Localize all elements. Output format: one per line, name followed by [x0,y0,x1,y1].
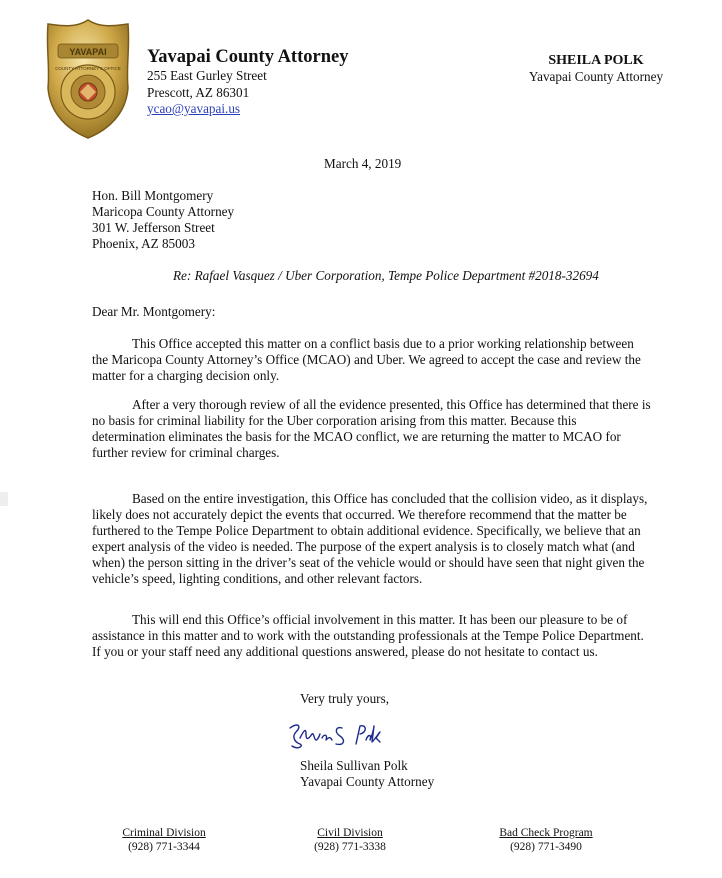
scan-artifact [0,492,8,506]
signature-block [300,758,434,790]
signer-title: Yavapai County Attorney [300,774,435,789]
office-name: Yavapai County Attorney [147,47,349,67]
closing: Very truly yours, [300,691,390,706]
footer-label: Civil Division [317,827,383,839]
footer-civil-division [296,826,404,854]
paragraph-text: This Office accepted this matter on a conflict basis due to a prior working relationship between the Maricopa County Attorney’s Office (MCAO) and Uber. We agreed to accept the case and review the matter for a charging decision only. [92,336,641,383]
body-paragraph [92,336,652,384]
footer-phone: (928) 771-3338 [314,841,386,853]
paragraph-text: This will end this Office’s official involvement in this matter. It has been our pleasure to be of assistance in this matter and to work with the outstanding professionals at the Tempe Police Department. If you or your staff need any additional questions answered, please do not hesitate to contact us. [92,612,644,659]
office-address [147,68,267,118]
paragraph-text: Based on the entire investigation, this Office has concluded that the collision video, as it displays, likely does not accurately depict the events that occurred. We therefore recommend that the matter be furthered to the Tempe Police Department to obtain additional evidence. Specifically, we believe that an expert analysis of the video is needed. The purpose of the expert analysis is to closely match what (and when) the person sitting in the driver’s seat of the vehicle would or should have seen that night given the vehicle’s speed, lighting conditions, and other relevant factors. [92,491,648,586]
attorney-title: Yavapai County Attorney [528,69,664,84]
footer-label: Criminal Division [122,827,206,839]
letter-date: March 4, 2019 [324,156,402,171]
footer-bad-check-program [486,826,606,854]
body-paragraph [92,612,652,660]
signer-name: Sheila Sullivan Polk [300,758,408,773]
footer-phone: (928) 771-3344 [128,841,200,853]
badge-text-top: YAVAPAI [69,47,107,57]
footer-criminal-division [108,826,220,854]
salutation: Dear Mr. Montgomery: [92,304,216,319]
footer-phone: (928) 771-3490 [510,841,582,853]
county-attorney-heading [516,52,676,85]
paragraph-text: After a very thorough review of all the evidence presented, this Office has determined that there is no basis for criminal liability for the Uber corporation arising from this matter. Because this determination eliminates the basis for the MCAO conflict, we are returning the matter to MCAO for further review for criminal charges. [92,397,651,460]
body-paragraph [92,491,652,587]
city-state-zip: Prescott, AZ 86301 [147,84,250,100]
body-paragraph [92,397,652,461]
recipient-line: 301 W. Jefferson Street [92,220,215,235]
recipient-address [92,188,234,252]
recipient-line: Phoenix, AZ 85003 [92,236,195,251]
street-address: 255 East Gurley Street [147,68,267,83]
email-link[interactable]: ycao@yavapai.us [147,101,241,116]
recipient-line: Hon. Bill Montgomery [92,188,214,203]
subject-line: Re: Rafael Vasquez / Uber Corporation, Tempe Police Department #2018-32694 [173,268,599,283]
attorney-name: SHEILA POLK [548,53,644,68]
footer-label: Bad Check Program [499,827,593,839]
handwritten-signature [286,720,386,752]
badge-text-ring: COUNTY ATTORNEY'S OFFICE [55,66,121,71]
recipient-line: Maricopa County Attorney [92,204,235,219]
county-attorney-badge-logo [44,18,132,140]
